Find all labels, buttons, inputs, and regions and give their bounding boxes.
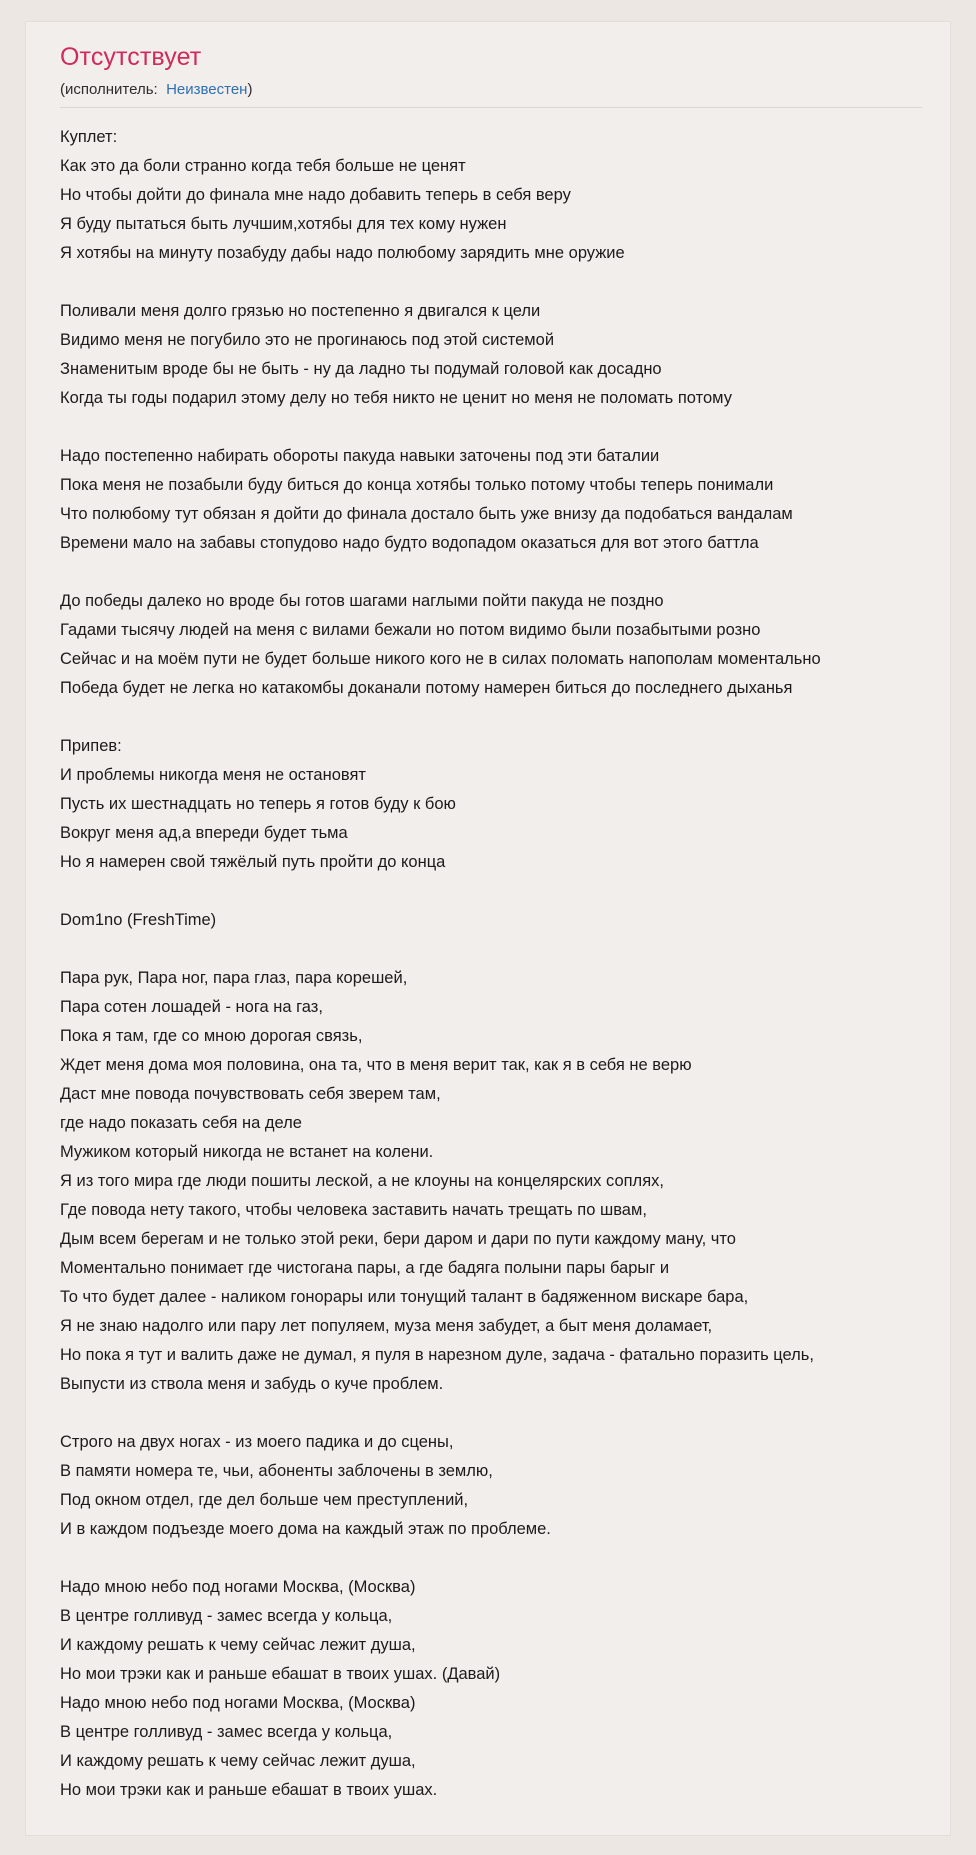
lyrics-line: Что полюбому тут обязан я дойти до финала достало быть уже внизу да подобаться вандалам [60,504,793,523]
lyrics-stanza-gap [60,935,922,964]
lyrics-line: И каждому решать к чему сейчас лежит душа, [60,1635,416,1654]
lyrics-line: Вокруг меня ад,а впереди будет тьма [60,823,348,842]
lyrics-line: Поливали меня долго грязью но постепенно я двигался к цели [60,301,541,320]
lyrics-stanza-gap [60,413,922,442]
lyrics-line: Пусть их шестнадцать но теперь я готов буду к бою [60,794,456,813]
lyrics-line: То что будет далее - наликом гонорары или тонущий талант в бадяженном вискаре бара, [60,1287,749,1306]
artist-link[interactable]: Неизвестен [166,80,248,98]
lyrics-line: Времени мало на забавы стопудово надо будто водопадом оказаться для вот этого баттла [60,533,759,552]
lyrics-line: В центре голливуд - замес всегда у кольца, [60,1722,393,1741]
lyrics-line: Надо мною небо под ногами Москва, (Москва) [60,1577,416,1596]
lyrics-line: Я не знаю надолго или пару лет популяем, муза меня забудет, а быт меня доламает, [60,1316,713,1335]
lyrics-line: Где повода нету такого, чтобы человека заставить начать трещать по швам, [60,1200,647,1219]
lyrics-line: Как это да боли странно когда тебя больше не ценят [60,156,466,175]
lyrics-line: Но я намерен свой тяжёлый путь пройти до конца [60,852,446,871]
lyrics-line: Строго на двух ногах - из моего падика и до сцены, [60,1432,454,1451]
lyrics-line: Я хотябы на минуту позабуду дабы надо полюбому зарядить мне оружие [60,243,625,262]
lyrics-body [60,123,922,1805]
lyrics-stanza-gap [60,877,922,906]
lyrics-line: Мужиком который никогда не встанет на колени. [60,1142,434,1161]
lyrics-stanza-gap [60,1544,922,1573]
lyrics-line: Но чтобы дойти до финала мне надо добавить теперь в себя веру [60,185,571,204]
page-title: Отсутствует [60,43,202,71]
lyrics-line: Выпусти из ствола меня и забудь о куче проблем. [60,1374,444,1393]
lyrics-line: В памяти номера те, чьи, абоненты заблочены в землю, [60,1461,493,1480]
lyrics-line: И в каждом подъезде моего дома на каждый этаж по проблеме. [60,1519,551,1538]
lyrics-line: Ждет меня дома моя половина, она та, что в меня верит так, как я в себя не верю [60,1055,692,1074]
lyrics-sheet [26,22,950,1835]
lyrics-line: Пока меня не позабыли буду биться до конца хотябы только потому чтобы теперь понимали [60,475,774,494]
lyrics-line: Видимо меня не погубило это не прогинаюсь под этой системой [60,330,555,349]
lyrics-line: Я из того мира где люди пошиты леской, а не клоуны на концелярских соплях, [60,1171,664,1190]
lyrics-stanza-gap [60,558,922,587]
lyrics-line: Победа будет не легка но катакомбы доканали потому намерен биться до последнего дыханья [60,678,793,697]
lyrics-line: Пара рук, Пара ног, пара глаз, пара корешей, [60,968,408,987]
lyrics-stanza-gap [60,703,922,732]
artist-paren-close: ) [247,80,253,98]
lyrics-line: Куплет: [60,127,118,146]
lyrics-line: Пара сотен лошадей - нога на газ, [60,997,323,1016]
lyrics-line: Дым всем берегам и не только этой реки, бери даром и дари по пути каждому ману, что [60,1229,736,1248]
lyrics-line: В центре голливуд - замес всегда у кольца, [60,1606,393,1625]
lyrics-line: Припев: [60,736,122,755]
lyrics-stanza-gap [60,1399,922,1428]
lyrics-line: Но мои трэки как и раньше ебашат в твоих ушах. (Давай) [60,1664,501,1683]
lyrics-line: Я буду пытаться быть лучшим,хотябы для тех кому нужен [60,214,507,233]
lyrics-stanza-gap [60,268,922,297]
lyrics-line: Надо постепенно набирать обороты пакуда навыки заточены под эти баталии [60,446,660,465]
lyrics-line: Знаменитым вроде бы не быть - ну да ладно ты подумай головой как досадно [60,359,662,378]
lyrics-line: Моментально понимает где чистогана пары, а где бадяга полыни пары барыг и [60,1258,670,1277]
lyrics-line: И проблемы никогда меня не остановят [60,765,366,784]
lyrics-line: Когда ты годы подарил этому делу но тебя никто не ценит но меня не поломать потому [60,388,732,407]
lyrics-line: И каждому решать к чему сейчас лежит душа, [60,1751,416,1770]
lyrics-line: До победы далеко но вроде бы готов шагами наглыми пойти пакуда не поздно [60,591,664,610]
lyrics-line: Но мои трэки как и раньше ебашат в твоих ушах. [60,1780,438,1799]
lyrics-line: Под окном отдел, где дел больше чем преступлений, [60,1490,469,1509]
artist-line [60,81,922,108]
lyrics-line: Гадами тысячу людей на меня с вилами бежали но потом видимо были позабытыми розно [60,620,761,639]
lyrics-line: Даст мне повода почувствовать себя зверем там, [60,1084,441,1103]
lyrics-line: Dom1no (FreshTime) [60,910,217,929]
lyrics-line: где надо показать себя на деле [60,1113,302,1132]
lyrics-line: Сейчас и на моём пути не будет больше никого кого не в силах поломать напополам моментально [60,649,821,668]
lyrics-line: Надо мною небо под ногами Москва, (Москва) [60,1693,416,1712]
artist-label: (исполнитель: [60,80,158,98]
lyrics-line: Но пока я тут и валить даже не думал, я пуля в нарезном дуле, задача - фатально поразить цель, [60,1345,814,1364]
lyrics-line: Пока я там, где со мною дорогая связь, [60,1026,363,1045]
